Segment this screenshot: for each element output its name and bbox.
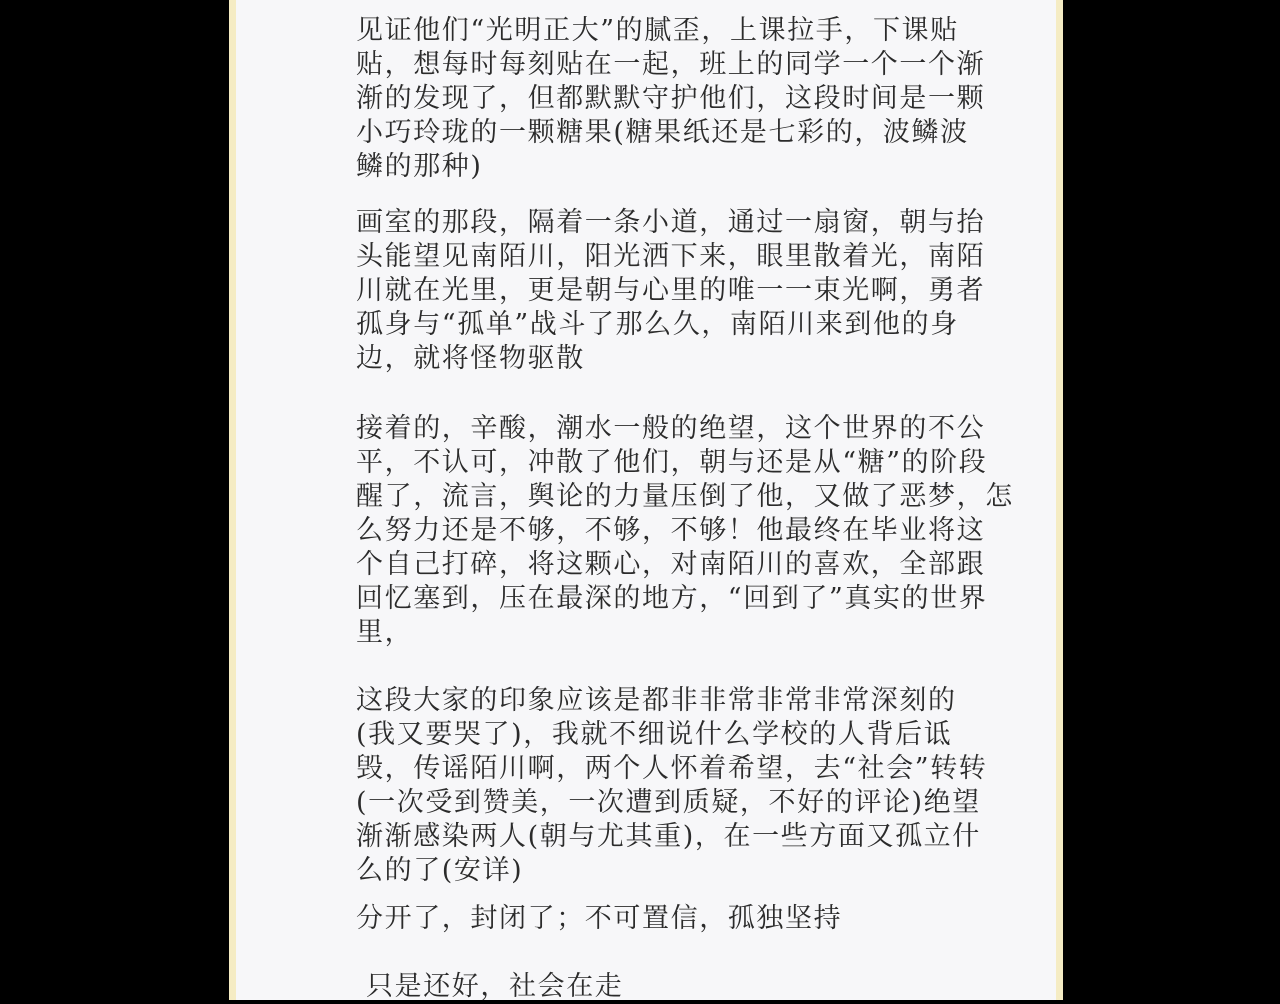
text-line: 头能望见南陌川，阳光洒下来，眼里散着光，南陌 — [356, 241, 986, 272]
text-line: 这段大家的印象应该是都非非常非常非常深刻的 — [356, 685, 957, 716]
text-line: 见证他们“光明正大”的腻歪，上课拉手，下课贴 — [356, 15, 959, 46]
text-line: 贴，想每时每刻贴在一起，班上的同学一个一个渐 — [356, 49, 986, 80]
text-line: 平，不认可，冲散了他们，朝与还是从“糖”的阶段 — [356, 447, 988, 478]
paragraph-3 — [356, 412, 1036, 650]
text-line: (一次受到赞美，一次遭到质疑，不好的评论)绝望 — [356, 787, 981, 818]
paragraph-6 — [366, 970, 1046, 1004]
text-line: 川就在光里，更是朝与心里的唯一一束光啊，勇者 — [356, 275, 986, 306]
paragraph-2 — [356, 206, 1036, 376]
paragraph-4 — [356, 684, 1036, 888]
text-line: 毁，传谣陌川啊，两个人怀着希望，去“社会”转转 — [356, 753, 988, 784]
text-line: 孤身与“孤单”战斗了那么久，南陌川来到他的身 — [356, 309, 959, 340]
text-line: 分开了，封闭了；不可置信，孤独坚持 — [356, 903, 843, 934]
text-line: 个自己打碎，将这颗心，对南陌川的喜欢，全部跟 — [356, 549, 986, 580]
paragraph-1 — [356, 14, 1036, 184]
text-line: 画室的那段，隔着一条小道，通过一扇窗，朝与抬 — [356, 207, 986, 238]
text-line: 只是还好，社会在走 — [366, 971, 624, 1002]
text-line: 么努力还是不够，不够，不够！他最终在毕业将这 — [356, 515, 986, 546]
text-line: (我又要哭了)，我就不细说什么学校的人背后诋 — [356, 719, 953, 750]
text-line: 边，就将怪物驱散 — [356, 343, 585, 374]
text-line: 鳞的那种) — [356, 151, 483, 182]
text-line: 回忆塞到，压在最深的地方，“回到了”真实的世界 — [356, 583, 988, 614]
text-line: 接着的，辛酸，潮水一般的绝望，这个世界的不公 — [356, 413, 986, 444]
text-line: 渐的发现了，但都默默守护他们，这段时间是一颗 — [356, 83, 986, 114]
text-line: 小巧玲珑的一颗糖果(糖果纸还是七彩的，波鳞波 — [356, 117, 969, 148]
paragraph-5 — [356, 902, 1036, 936]
text-line: 醒了，流言，舆论的力量压倒了他，又做了恶梦，怎 — [356, 481, 1014, 512]
text-line: 么的了(安详) — [356, 855, 524, 886]
text-line: 里， — [356, 617, 414, 648]
text-line: 渐渐感染两人(朝与尤其重)，在一些方面又孤立什 — [356, 821, 981, 852]
